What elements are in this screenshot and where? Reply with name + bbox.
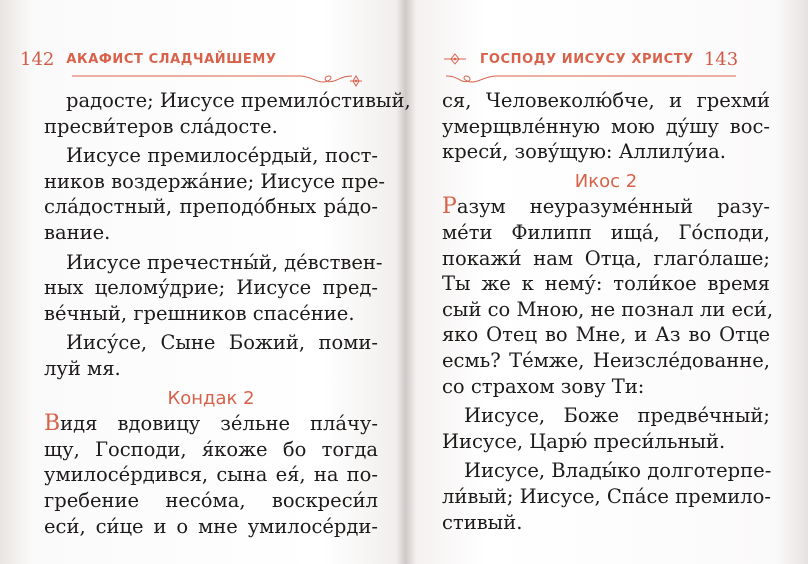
text-line: Иисусе, Влады́ко долготерпе- [464, 459, 772, 483]
flourish-rule-icon [72, 73, 364, 89]
first-line-with-drop-cap [442, 194, 770, 220]
running-head: ГОСПОДУ ИИСУСУ ХРИСТУ [480, 51, 694, 67]
text-line: покажи́ нам Отца, глаго́лаше; [442, 246, 770, 270]
text-line: умерщвле́нную мою ду́шу вос- [442, 114, 770, 138]
text-line: Иисусе, Боже предве́чный; [464, 404, 770, 428]
fleuron-icon [440, 52, 470, 66]
text-line: ных целому́дрие; Иисусе пред- [44, 276, 378, 300]
left-page-header [20, 46, 380, 72]
page-number: 142 [20, 48, 55, 70]
text-line: Иисусе премилосе́рдый, пост- [66, 144, 378, 168]
fleuron-icon [350, 76, 362, 86]
text-line: еси́, си́це и о мне умилосе́рди- [44, 514, 378, 538]
text-line: луй мя. [44, 356, 121, 380]
text-line: ся, Человеколю́бче, и грехми́ [442, 89, 770, 112]
text-line: пресви́теров сла́досте. [44, 114, 278, 138]
text-line: сый со Мною, не познал ли еси́, [442, 297, 774, 321]
section-title: Кондак 2 [167, 387, 255, 409]
text-line: ли́вый; Иисусе, Спа́се премило- [442, 484, 772, 508]
drop-cap: Р [442, 194, 457, 220]
text-line: стивый. [442, 510, 523, 534]
text-line: со страхом зову Ти: [442, 374, 645, 398]
first-line-with-drop-cap [44, 411, 378, 437]
text-line: вание. [44, 220, 111, 244]
text-line: креси́, зову́щую: Аллилу́иа. [442, 140, 726, 164]
right-page [404, 0, 808, 564]
text-line: Иисусе пречестны́й, де́вствен- [66, 250, 383, 274]
text-line: умилосе́рдився, сына ея́, на по- [44, 463, 378, 487]
text-line: радосте; Иисусе премило́стивый, [66, 89, 411, 112]
ornament-rule [436, 73, 736, 89]
text-line: Иисусе, Царю́ преси́льный. [442, 429, 726, 453]
text-line: яко Отец во Мне, и Аз во Отце [442, 323, 770, 347]
drop-cap: В [44, 411, 61, 437]
text-line: Ты же к нему́: толи́кое время [442, 272, 770, 296]
running-head: АКАФИСТ СЛАДЧАЙШЕМУ [66, 51, 277, 67]
page-number: 143 [703, 48, 739, 70]
first-line-text: идя вдовицу зе́льне пла́чу- [60, 412, 378, 436]
text-line: ве́чный, грешников спасе́ние. [44, 301, 355, 325]
text-line: есмь? Тéмже, Неизсле́дованне, [442, 348, 770, 372]
text-line: ме́ти Филипп ища́, Го́споди, [442, 220, 770, 244]
right-page-text [442, 88, 774, 535]
text-line: щу, Господи, я́коже бо тогда [44, 437, 378, 461]
ornament-rule [72, 73, 364, 89]
flourish-rule-icon [436, 73, 736, 89]
first-line-text: азум неуразуме́нный разу- [456, 195, 770, 219]
text-line: ников воздержа́ние; Иисусе пре- [44, 169, 386, 193]
right-page-header [440, 46, 792, 72]
section-title: Икос 2 [574, 170, 638, 192]
left-page-text [44, 88, 411, 539]
text-line: Иису́се, Сыне Божий, поми- [66, 331, 378, 355]
text-line: гребение несо́ма, воскреси́л [44, 488, 378, 512]
text-line: сла́достный, преподо́бных ра́до- [44, 195, 378, 219]
